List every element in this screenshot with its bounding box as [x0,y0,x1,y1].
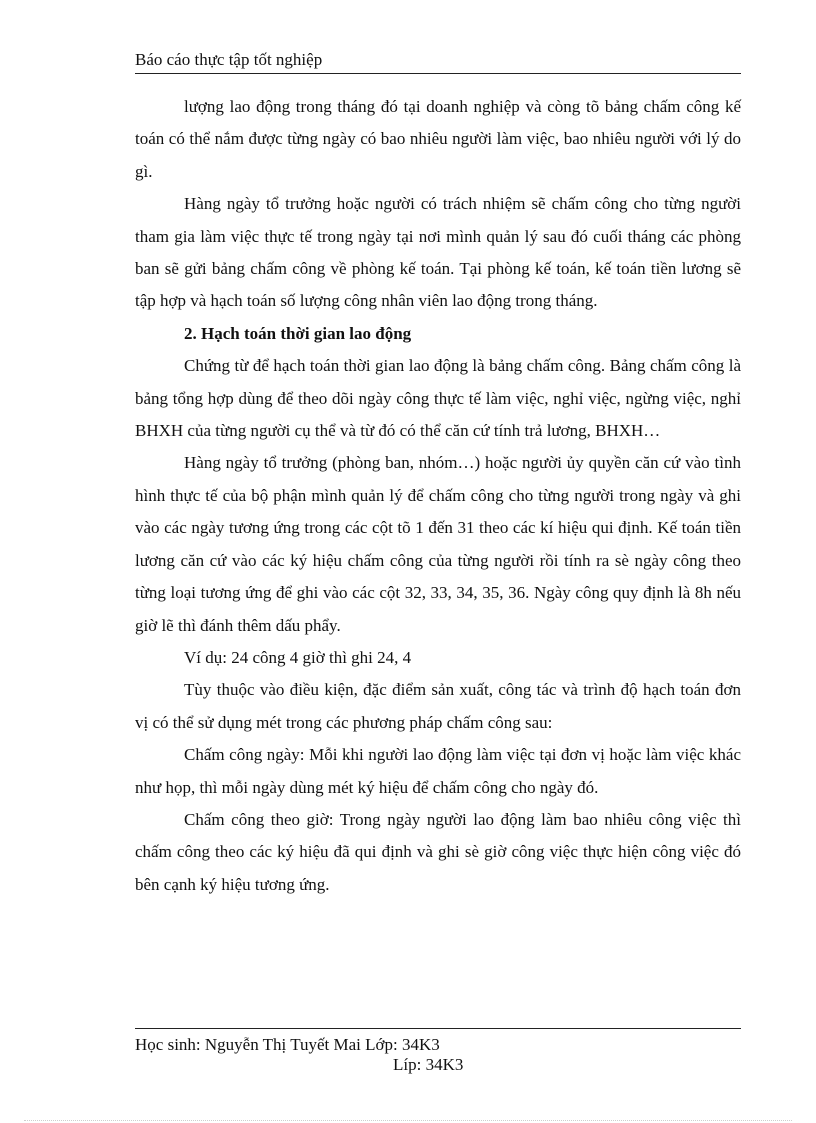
page-bottom-divider [24,1120,792,1121]
footer-class-line: Líp: 34K3 [393,1055,464,1074]
page-footer [135,1028,741,1075]
page-header [135,50,741,74]
paragraph-methods-intro: Tùy thuộc vào điều kiện, đặc điểm sản xuất, công tác và trình độ hạch toán đơn vị có thể sử dụng mét trong các phương pháp chấm công sau: [135,680,741,732]
paragraph-continuation: lượng lao động trong tháng đó tại doanh nghiệp và còng tõ bảng chấm công kế toán có thể nắm được từng ngày có bao nhiêu người làm việc, bao nhiêu người với lý do gì. [135,97,741,181]
header-title: Báo cáo thực tập tốt nghiệp [135,50,323,69]
paragraph-hourly-method: Chấm công theo giờ: Trong ngày người lao động làm bao nhiêu công việc thì chấm công theo các ký hiệu đã qui định và ghi sè giờ công việc thực hiện công việc đó bên cạnh ký hiệu tương ứng. [135,809,741,894]
footer-student-line: Học sinh: Nguyễn Thị Tuyết Mai Lớp: 34K3 [135,1035,440,1054]
document-body [135,91,741,901]
paragraph-daily-timekeeping: Hàng ngày tổ trưởng hoặc người có trách nhiệm sẽ chấm công cho từng người tham gia làm việc thực tế trong ngày tại nơi mình quản lý sau đó cuối tháng các phòng ban sẽ gửi bảng chấm công về phòng kế toán. Tại phòng kế toán, kế toán tiền lương sẽ tập hợp và hạch toán số lượng công nhân viên lao động trong tháng. [135,194,741,311]
section-heading: 2. Hạch toán thời gian lao động [184,323,412,343]
paragraph-timesheet-definition: Chứng từ để hạch toán thời gian lao động là bảng chấm công. Bảng chấm công là bảng tổng hợp dùng để theo dõi ngày công thực tế làm việc, nghỉ việc, ngừng việc, nghỉ BHXH của từng người cụ thể và từ đó có thể căn cứ tính trả lương, BHXH… [135,356,741,441]
paragraph-example: Ví dụ: 24 công 4 giờ thì ghi 24, 4 [184,647,412,667]
paragraph-daily-method: Chấm công ngày: Mỗi khi người lao động làm việc tại đơn vị hoặc làm việc khác như họp, thì mỗi ngày dùng mét ký hiệu để chấm công cho ngày đó. [135,745,741,797]
paragraph-team-leader: Hàng ngày tổ trưởng (phòng ban, nhóm…) hoặc người ủy quyền căn cứ vào tình hình thực tế của bộ phận mình quản lý để chấm công cho từng người trong ngày và ghi vào các ngày tương ứng trong các cột tõ 1 đến 31 theo các kí hiệu qui định. Kế toán tiền lương căn cứ vào các ký hiệu chấm công của từng người rồi tính ra sè ngày công theo từng loại tương ứng để ghi vào các cột 32, 33, 34, 35, 36. Ngày công quy định là 8h nếu giờ lẽ thì đánh thêm dấu phẩy. [135,453,741,635]
